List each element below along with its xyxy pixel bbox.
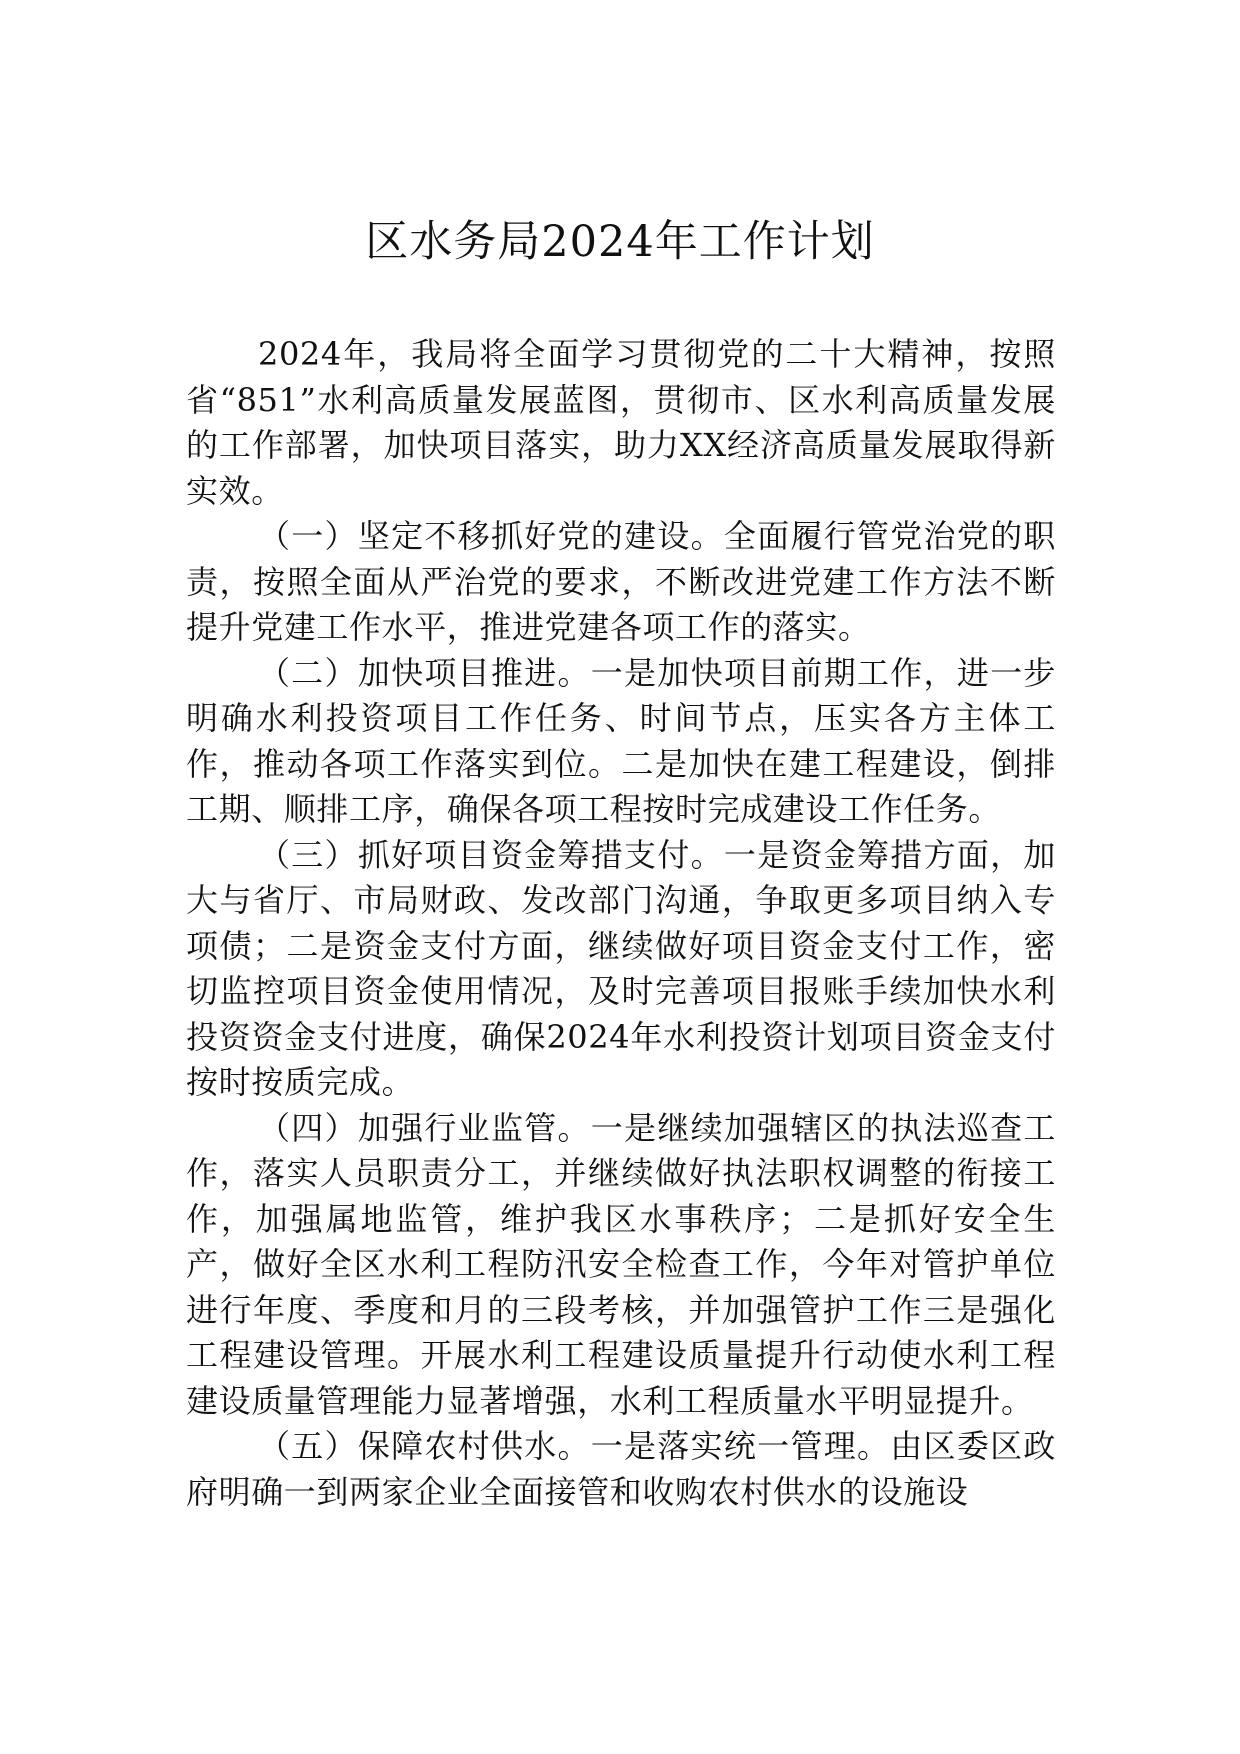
paragraph-intro: 2024年，我局将全面学习贯彻党的二十大精神，按照省“851”水利高质量发展蓝图，贯彻市、区水利高质量发展的工作部署，加快项目落实，助力XX经济高质量发展取得新实效。 [186, 335, 1056, 510]
paragraph-project-funding: （三）抓好项目资金筹措支付。一是资金筹措方面，加大与省厅、市局财政、发改部门沟通，争取更多项目纳入专项债；二是资金支付方面，继续做好项目资金支付工作，密切监控项目资金使用情况，及时完善项目报账手续加快水利投资资金支付进度，确保2024年水利投资计划项目资金支付按时按质完成。 [186, 835, 1056, 1101]
document-body [186, 332, 1056, 1515]
paragraph-project-progress: （二）加快项目推进。一是加快项目前期工作，进一步明确水利投资项目工作任务、时间节点，压实各方主体工作，推动各项工作落实到位。二是加快在建工程建设，倒排工期、顺排工序，确保各项工程按时完成建设工作任务。 [186, 653, 1056, 828]
document-title: 区水务局2024年工作计划 [365, 217, 875, 267]
paragraph-rural-water-supply: （五）保障农村供水。一是落实统一管理。由区委区政府明确一到两家企业全面接管和收购农村供水的设施设 [186, 1427, 1056, 1511]
paragraph-party-building: （一）坚定不移抓好党的建设。全面履行管党治党的职责，按照全面从严治党的要求，不断改进党建工作方法不断提升党建工作水平，推进党建各项工作的落实。 [186, 517, 1056, 646]
paragraph-industry-supervision: （四）加强行业监管。一是继续加强辖区的执法巡查工作，落实人员职责分工，并继续做好执法职权调整的衔接工作，加强属地监管，维护我区水事秩序；二是抓好安全生产，做好全区水利工程防汛安全检查工作，今年对管护单位进行年度、季度和月的三段考核，并加强管护工作三是强化工程建设管理。开展水利工程建设质量提升行动使水利工程建设质量管理能力显著增强，水利工程质量水平明显提升。 [186, 1108, 1056, 1420]
